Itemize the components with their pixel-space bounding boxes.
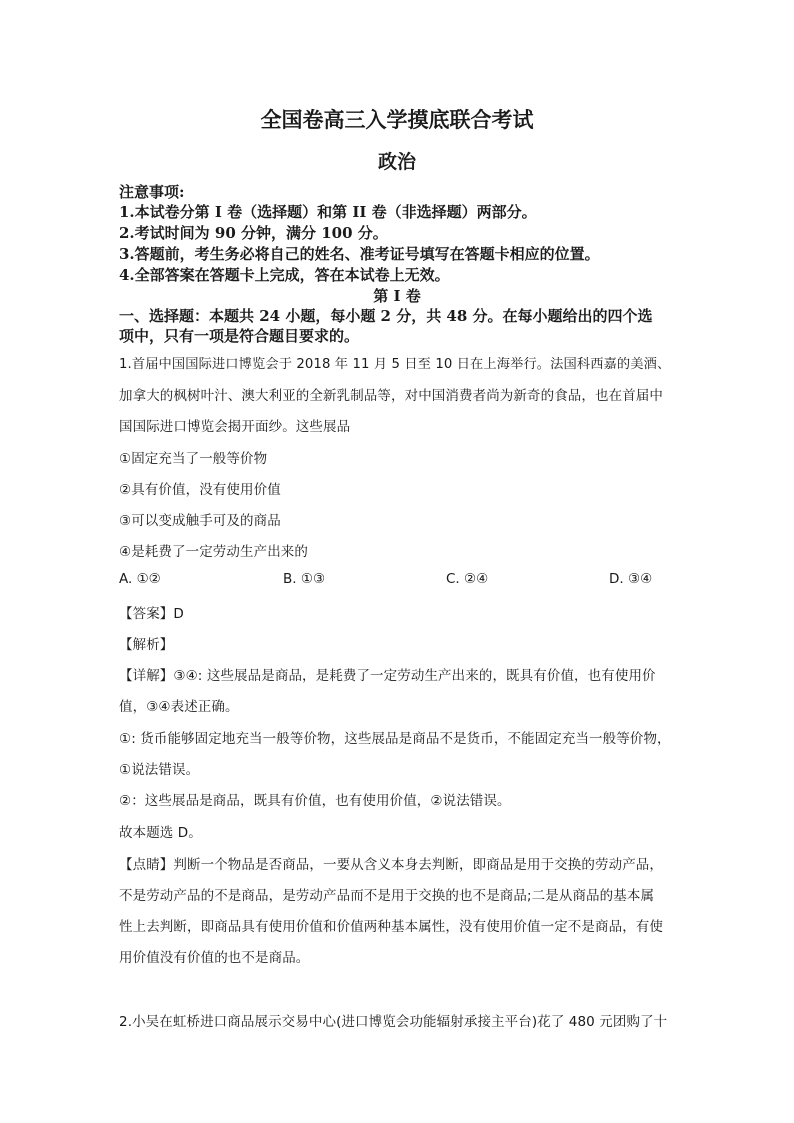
notice-heading: 注意事项: xyxy=(119,183,185,201)
section-instructions: 项中，只有一项是符合题目要求的。 xyxy=(119,327,360,345)
remark-line: 用价值没有价值的也不是商品。 xyxy=(119,950,310,966)
remark-line: 不是劳动产品的不是商品，是劳动产品而不是用于交换的也不是商品;二是从商品的基本属 xyxy=(119,888,655,904)
exam-title: 全国卷高三入学摸底联合考试 xyxy=(260,107,534,132)
option-d: D. ③④ xyxy=(609,571,653,587)
option-a: A. ①② xyxy=(119,571,161,587)
remark-line: 【点睛】判断一个物品是否商品，一要从含义本身去判断，即商品是用于交换的劳动产品， xyxy=(119,857,663,873)
question-stem: 1.首届中国国际进口博览会于 2018 年 11 月 5 日至 10 日在上海举行。法国科西嘉的美酒、 xyxy=(119,357,671,372)
explanation-line: 【详解】③④: 这些展品是商品，是耗费了一定劳动生产出来的，既具有价值，也有使用价 xyxy=(119,668,656,684)
explanation-line: ①说法错误。 xyxy=(119,762,200,778)
option-c: C. ②④ xyxy=(446,571,489,587)
analysis-label: 【解析】 xyxy=(119,637,174,653)
option-b: B. ①③ xyxy=(283,571,326,587)
question-stem: 加拿大的枫树叶汁、澳大利亚的全新乳制品等，对中国消费者尚为新奇的食品，也在首届中 xyxy=(119,388,663,404)
explanation-line: ①: 货币能够固定地充当一般等价物，这些展品是商品不是货币，不能固定充当一般等价物， xyxy=(119,731,671,747)
question-stem: 国国际进口博览会揭开面纱。这些展品 xyxy=(119,419,351,435)
remark-line: 性上去判断，即商品具有使用价值和价值两种基本属性，没有使用价值一定不是商品，有使 xyxy=(119,919,663,935)
section-instructions: 一、选择题：本题共 24 小题，每小题 2 分，共 48 分。在每小题给出的四个选 xyxy=(119,307,653,325)
answer-line: 【答案】D xyxy=(119,606,184,622)
subject-title: 政治 xyxy=(377,151,416,173)
notice-item: 3.答题前，考生务必将自己的姓名、准考证号填写在答题卡相应的位置。 xyxy=(119,245,600,263)
statement: ④是耗费了一定劳动生产出来的 xyxy=(119,544,309,560)
notice-item: 1.本试卷分第 I 卷（选择题）和第 II 卷（非选择题）两部分。 xyxy=(119,203,537,221)
explanation-line: 故本题选 D。 xyxy=(119,825,202,841)
notice-item: 2.考试时间为 90 分钟，满分 100 分。 xyxy=(119,224,388,242)
explanation-line: 值，③④表述正确。 xyxy=(119,699,239,715)
volume-heading: 第 I 卷 xyxy=(373,287,421,305)
explanation-line: ②：这些展品是商品，既具有价值，也有使用价值，②说法错误。 xyxy=(119,793,511,809)
statement: ②具有价值，没有使用价值 xyxy=(119,482,281,498)
question-stem: 2.小吴在虹桥进口商品展示交易中心(进口博览会功能辐射承接主平台)花了 480 元团购了十 xyxy=(119,1014,668,1030)
notice-item: 4.全部答案在答题卡上完成，答在本试卷上无效。 xyxy=(119,266,450,284)
statement: ①固定充当了一般等价物 xyxy=(119,451,268,467)
statement: ③可以变成触手可及的商品 xyxy=(119,513,281,529)
